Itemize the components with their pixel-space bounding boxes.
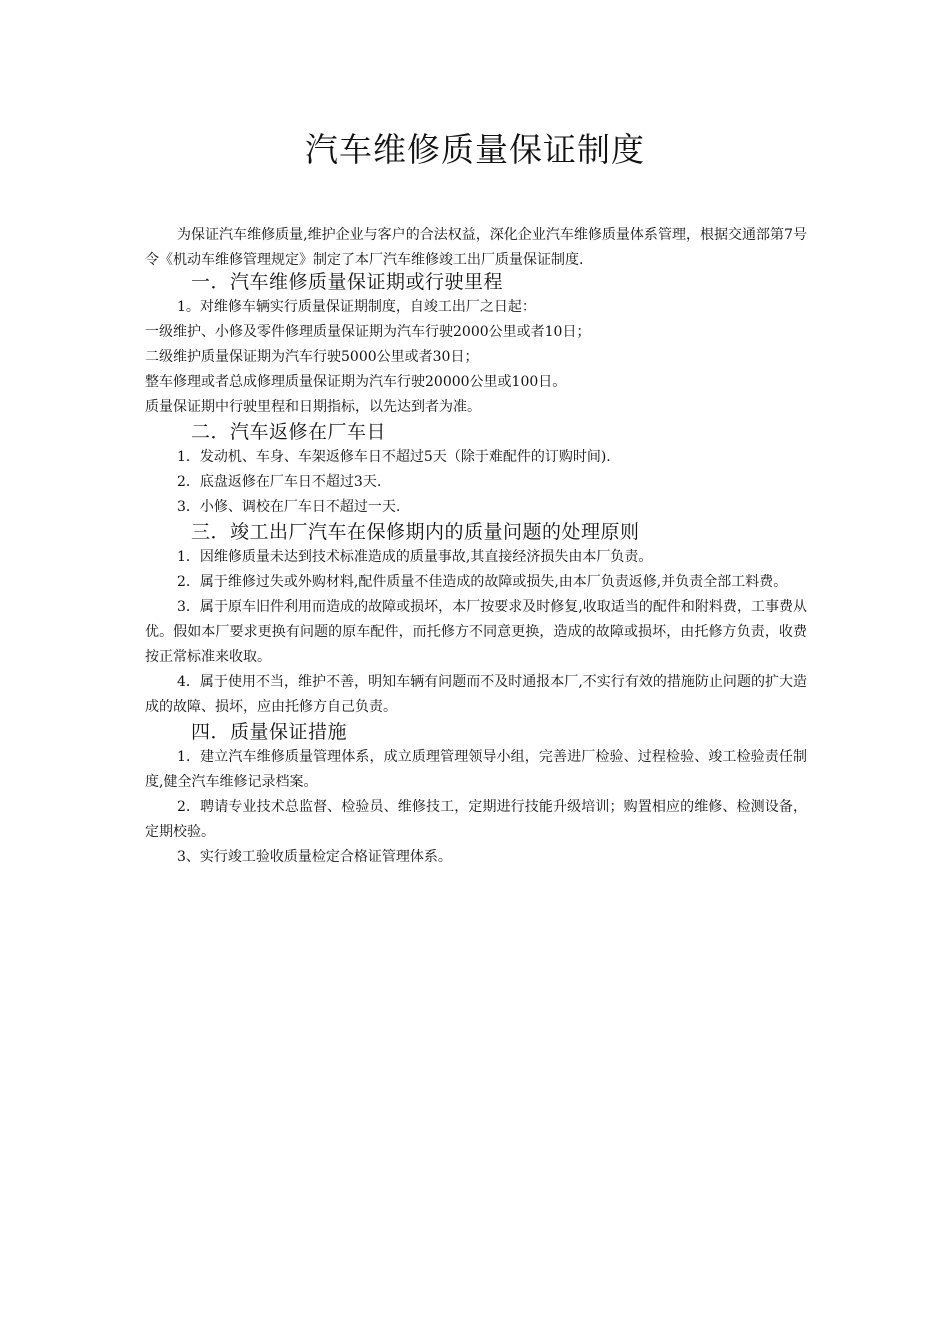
section-3-item-2: 2．属于维修过失或外购材料,配件质量不佳造成的故障或损失,由本厂负责返修,并负责全部工料费。 — [177, 574, 788, 590]
document-title: 汽车维修质量保证制度 — [305, 130, 645, 169]
section-1-item-1: 1。对维修车辆实行质量保证期制度，自竣工出厂之日起： — [177, 299, 536, 315]
section-1-line-4: 质量保证期中行驶里程和日期指标，以先达到者为准。 — [145, 399, 481, 415]
section-3-item-3: 3．属于原车旧件利用而造成的故障或损坏，本厂按要求及时修复,收取适当的配件和附料费，工事费从优。假如本厂要求更换有问题的原车配件，而托修方不同意更换，造成的故障或损坏，由托修方负责，收费按正常标准来收取。 — [145, 599, 807, 665]
section-2-item-1: 1．发动机、车身、车架返修车日不超过5天（除于难配件的订购时间). — [177, 449, 611, 465]
document-body — [145, 223, 807, 870]
section-3-item-1: 1．因维修质量未达到技术标准造成的质量事故,其直接经济损失由本厂负责。 — [177, 549, 653, 565]
section-1-heading: 一．汽车维修质量保证期或行驶里程 — [191, 271, 504, 293]
section-4-item-2: 2．聘请专业技术总监督、检验员、维修技工，定期进行技能升级培训；购置相应的维修、检测设备，定期校验。 — [145, 799, 807, 840]
section-3-heading: 三．竣工出厂汽车在保修期内的质量问题的处理原则 — [191, 521, 640, 543]
section-2-item-2: 2．底盘返修在厂车日不超过3天. — [177, 474, 382, 490]
section-4-item-1: 1．建立汽车维修质量管理体系，成立质理管理领导小组，完善进厂检验、过程检验、竣工检验责任制度,健全汽车维修记录档案。 — [145, 749, 807, 790]
section-4-heading: 四．质量保证措施 — [191, 721, 348, 743]
section-3-item-4: 4．属于使用不当，维护不善，明知车辆有问题而不及时通报本厂,不实行有效的措施防止问题的扩大造成的故障、损坏，应由托修方自己负责。 — [145, 674, 807, 715]
section-4-item-3: 3、实行竣工验收质量检定合格证管理体系。 — [177, 849, 452, 865]
section-1-line-1: 一级维护、小修及零件修理质量保证期为汽车行驶2000公里或者10日； — [145, 324, 591, 340]
section-1-line-3: 整车修理或者总成修理质量保证期为汽车行驶20000公里或100日。 — [145, 374, 567, 390]
section-1-line-2: 二级维护质量保证期为汽车行驶5000公里或者30日； — [145, 349, 479, 365]
intro-paragraph: 为保证汽车维修质量,维护企业与客户的合法权益，深化企业汽车维修质量体系管理，根据交通部第7号令《机动车维修管理规定》制定了本厂汽车维修竣工出厂质量保证制度. — [145, 227, 807, 268]
section-2-heading: 二．汽车返修在厂车日 — [191, 421, 387, 443]
section-2-item-3: 3．小修、调校在厂车日不超过一天. — [177, 499, 401, 515]
